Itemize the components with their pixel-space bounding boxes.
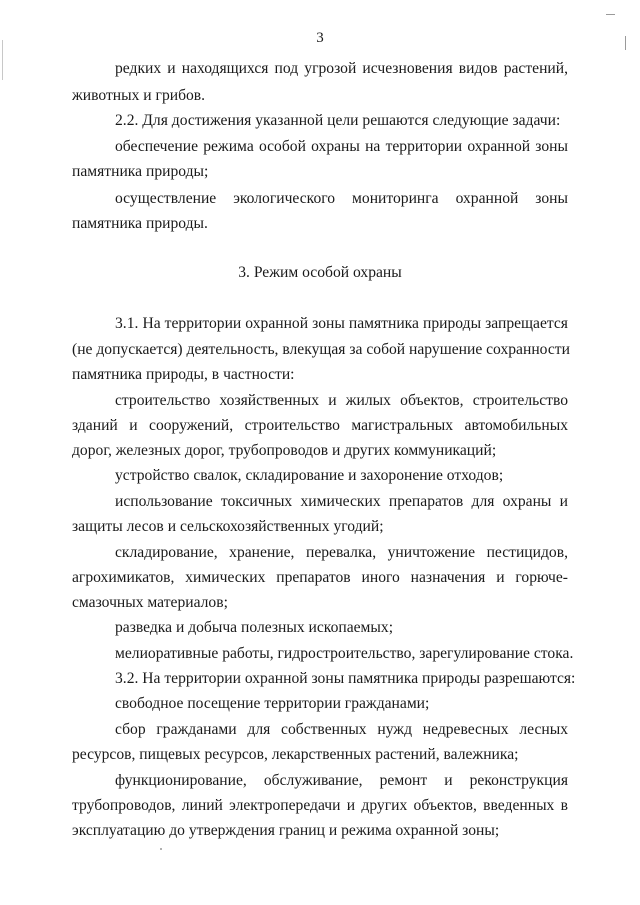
paragraph-line: памятника природы, в частности: [72, 366, 295, 383]
paragraph-line: зданий и сооружений, строительство магистральных автомобильных [72, 417, 568, 434]
paragraph-line: использование токсичных химических препаратов для охраны и [115, 493, 568, 510]
paragraph-line: (не допускается) деятельность, влекущая за собой нарушение сохранности [72, 341, 570, 358]
paragraph-line: свободное посещение территории гражданами; [115, 695, 430, 712]
paragraph-line: 2.2. Для достижения указанной цели решаются следующие задачи: [115, 112, 561, 129]
paragraph-line: агрохимикатов, химических препаратов иного назначения и горюче- [72, 569, 568, 586]
paragraph-line: обеспечение режима особой охраны на территории охранной зоны [115, 138, 568, 155]
paragraph-line: мелиоративные работы, гидростроительство, зарегулирование стока. [115, 645, 574, 662]
section-heading: 3. Режим особой охраны [238, 264, 402, 281]
page-number: 3 [316, 30, 324, 46]
paragraph-line: сбор гражданами для собственных нужд недревесных лесных [115, 721, 568, 738]
paragraph-line: редких и находящихся под угрозой исчезновения видов растений, [115, 60, 568, 77]
paragraph-line: осуществление экологического мониторинга охранной зоны [115, 190, 568, 207]
paragraph-line: животных и грибов. [72, 87, 206, 104]
paragraph-line: памятника природы; [72, 163, 209, 180]
paragraph-line: памятника природы. [72, 215, 208, 232]
paragraph-line: разведка и добыча полезных ископаемых; [115, 619, 394, 636]
scan-speck [160, 848, 162, 850]
paragraph-line: устройство свалок, складирование и захоронение отходов; [115, 467, 504, 484]
paragraph-line: 3.2. На территории охранной зоны памятника природы разрешаются: [115, 670, 576, 687]
scan-mark-top-right [606, 14, 615, 15]
paragraph-line: трубопроводов, линий электропередачи и других объектов, введенных в [72, 797, 568, 814]
paragraph-line: ресурсов, пищевых ресурсов, лекарственных растений, валежника; [72, 746, 519, 763]
paragraph-line: складирование, хранение, перевалка, уничтожение пестицидов, [115, 544, 568, 561]
paragraph-line: 3.1. На территории охранной зоны памятника природы запрещается [115, 315, 568, 332]
paragraph-line: эксплуатацию до утверждения границ и режима охранной зоны; [72, 822, 500, 839]
paragraph-line: дорог, железных дорог, трубопроводов и других коммуникаций; [72, 442, 497, 459]
paragraph-line: строительство хозяйственных и жилых объектов, строительство [115, 392, 568, 409]
paragraph-line: смазочных материалов; [72, 594, 228, 611]
paragraph-line: защиты лесов и сельскохозяйственных угодий; [72, 518, 384, 535]
paragraph-line: функционирование, обслуживание, ремонт и реконструкция [115, 772, 568, 789]
